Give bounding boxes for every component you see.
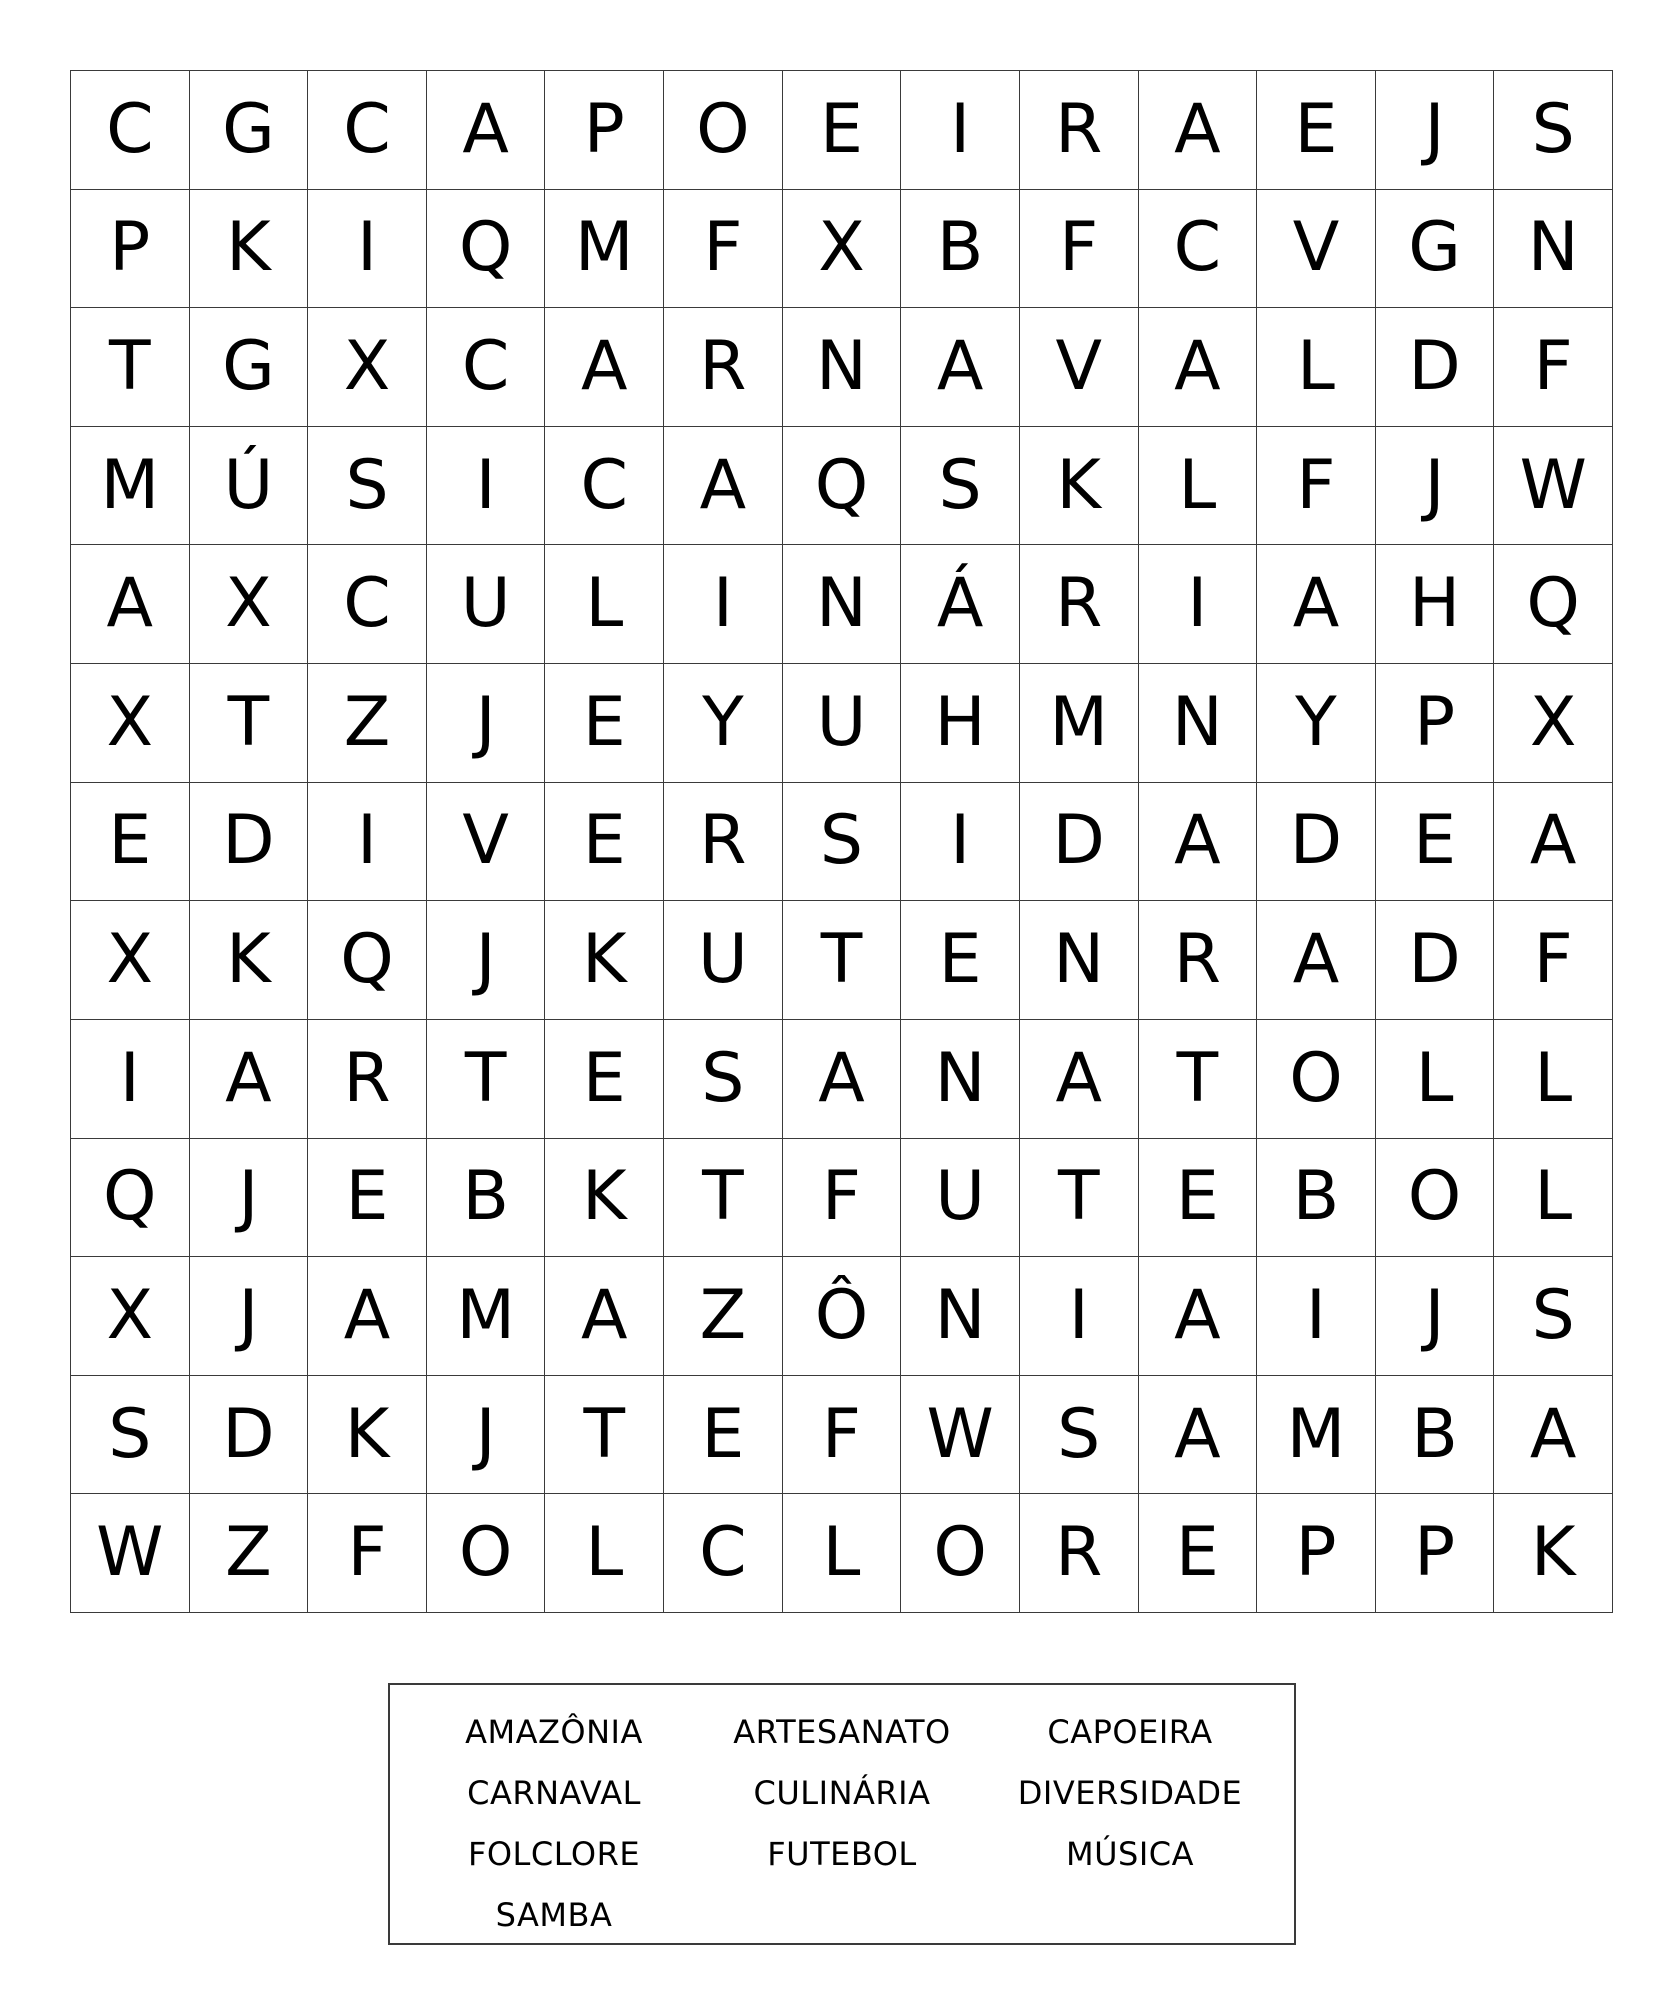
grid-cell[interactable]: C [1139, 190, 1258, 309]
grid-cell[interactable]: W [901, 1376, 1020, 1495]
grid-cell[interactable]: Z [664, 1257, 783, 1376]
grid-cell[interactable]: D [1257, 783, 1376, 902]
grid-cell[interactable]: P [71, 190, 190, 309]
grid-cell[interactable]: Q [427, 190, 546, 309]
grid-cell[interactable]: A [1257, 545, 1376, 664]
grid-cell[interactable]: U [427, 545, 546, 664]
grid-cell[interactable]: A [190, 1020, 309, 1139]
grid-cell[interactable]: I [1020, 1257, 1139, 1376]
grid-cell[interactable]: X [308, 308, 427, 427]
word-bank-item: CAPOEIRA [1047, 1712, 1213, 1751]
grid-cell[interactable]: E [545, 1020, 664, 1139]
grid-cell[interactable]: E [1376, 783, 1495, 902]
grid-cell[interactable]: T [427, 1020, 546, 1139]
grid-cell[interactable]: K [190, 901, 309, 1020]
grid-cell[interactable]: E [545, 783, 664, 902]
grid-cell[interactable]: J [190, 1257, 309, 1376]
grid-cell[interactable]: A [1139, 71, 1258, 190]
grid-cell[interactable]: A [1139, 1376, 1258, 1495]
grid-cell[interactable]: K [545, 901, 664, 1020]
grid-cell[interactable]: E [545, 664, 664, 783]
grid-cell[interactable]: B [427, 1139, 546, 1258]
grid-cell[interactable]: M [545, 190, 664, 309]
grid-cell[interactable]: R [1139, 901, 1258, 1020]
grid-cell[interactable]: J [1376, 71, 1495, 190]
grid-cell[interactable]: T [545, 1376, 664, 1495]
grid-cell[interactable]: N [1020, 901, 1139, 1020]
grid-cell[interactable]: I [308, 783, 427, 902]
grid-cell[interactable]: N [1139, 664, 1258, 783]
grid-cell[interactable]: H [901, 664, 1020, 783]
grid-cell[interactable]: F [783, 1376, 902, 1495]
grid-cell[interactable]: I [71, 1020, 190, 1139]
grid-cell[interactable]: E [1139, 1494, 1258, 1613]
grid-cell[interactable]: F [1494, 901, 1613, 1020]
word-bank-item: SAMBA [495, 1895, 613, 1934]
grid-cell[interactable]: A [783, 1020, 902, 1139]
grid-cell[interactable]: S [308, 427, 427, 546]
grid-cell[interactable]: T [664, 1139, 783, 1258]
grid-cell[interactable]: J [1376, 427, 1495, 546]
grid-cell[interactable]: S [1494, 1257, 1613, 1376]
word-list [410, 1701, 1274, 1945]
grid-cell[interactable]: N [901, 1020, 1020, 1139]
grid-cell[interactable]: F [783, 1139, 902, 1258]
grid-cell[interactable]: D [1376, 308, 1495, 427]
grid-cell[interactable]: I [1257, 1257, 1376, 1376]
grid-cell[interactable]: A [1020, 1020, 1139, 1139]
grid-cell[interactable]: Y [1257, 664, 1376, 783]
grid-cell[interactable]: X [190, 545, 309, 664]
grid-cell[interactable]: I [901, 71, 1020, 190]
grid-cell[interactable]: L [783, 1494, 902, 1613]
grid-cell[interactable]: A [1494, 1376, 1613, 1495]
grid-cell[interactable]: B [1257, 1139, 1376, 1258]
grid-cell[interactable]: S [71, 1376, 190, 1495]
grid-cell[interactable]: V [427, 783, 546, 902]
grid-cell[interactable]: U [664, 901, 783, 1020]
grid-cell[interactable]: Q [308, 901, 427, 1020]
grid-cell[interactable]: P [1376, 664, 1495, 783]
grid-cell[interactable]: Z [190, 1494, 309, 1613]
grid-cell[interactable]: E [1257, 71, 1376, 190]
grid-cell[interactable]: T [1020, 1139, 1139, 1258]
grid-cell[interactable]: Q [1494, 545, 1613, 664]
word-bank-item: AMAZÔNIA [465, 1712, 643, 1751]
grid-cell[interactable]: E [783, 71, 902, 190]
grid-cell[interactable]: X [71, 1257, 190, 1376]
grid-cell[interactable]: O [664, 71, 783, 190]
grid-cell[interactable]: Ô [783, 1257, 902, 1376]
grid-cell[interactable]: A [1257, 901, 1376, 1020]
grid-cell[interactable]: W [71, 1494, 190, 1613]
grid-cell[interactable]: X [1494, 664, 1613, 783]
grid-cell[interactable]: K [308, 1376, 427, 1495]
grid-cell[interactable]: L [545, 1494, 664, 1613]
grid-cell[interactable]: R [1020, 1494, 1139, 1613]
grid-cell[interactable]: X [783, 190, 902, 309]
grid-cell[interactable]: N [783, 545, 902, 664]
grid-cell[interactable]: I [1139, 545, 1258, 664]
grid-cell[interactable]: G [190, 308, 309, 427]
grid-cell[interactable]: Y [664, 664, 783, 783]
grid-cell[interactable]: D [1020, 783, 1139, 902]
word-bank-item: MÚSICA [1065, 1834, 1194, 1873]
grid-cell[interactable]: I [427, 427, 546, 546]
grid-cell[interactable]: A [308, 1257, 427, 1376]
grid-cell[interactable]: E [664, 1376, 783, 1495]
word-bank-item: CARNAVAL [467, 1773, 641, 1812]
grid-cell[interactable]: C [71, 71, 190, 190]
grid-cell[interactable]: L [1494, 1020, 1613, 1139]
grid-cell[interactable]: I [664, 545, 783, 664]
grid-cell[interactable]: N [901, 1257, 1020, 1376]
grid-cell[interactable]: Á [901, 545, 1020, 664]
grid-cell[interactable]: T [190, 664, 309, 783]
grid-cell[interactable]: J [427, 901, 546, 1020]
grid-cell[interactable]: S [1494, 71, 1613, 190]
word-bank [388, 1683, 1296, 1945]
grid-cell[interactable]: F [664, 190, 783, 309]
grid-cell[interactable]: X [71, 901, 190, 1020]
grid-cell[interactable]: D [190, 783, 309, 902]
grid-cell[interactable]: A [1139, 308, 1258, 427]
grid-cell[interactable]: M [1257, 1376, 1376, 1495]
grid-cell[interactable]: S [1020, 1376, 1139, 1495]
word-bank-item: FUTEBOL [767, 1834, 917, 1873]
grid-cell[interactable]: A [545, 308, 664, 427]
grid-cell[interactable]: T [783, 901, 902, 1020]
grid-cell[interactable]: E [901, 901, 1020, 1020]
grid-cell[interactable]: A [664, 427, 783, 546]
grid-cell[interactable]: D [190, 1376, 309, 1495]
grid-cell[interactable]: E [71, 783, 190, 902]
grid-cell[interactable]: A [71, 545, 190, 664]
grid-cell[interactable]: R [1020, 545, 1139, 664]
grid-cell[interactable]: Z [308, 664, 427, 783]
grid-cell[interactable]: G [1376, 190, 1495, 309]
grid-cell[interactable]: U [783, 664, 902, 783]
grid-cell[interactable]: K [545, 1139, 664, 1258]
grid-cell[interactable]: W [1494, 427, 1613, 546]
letter-grid [70, 70, 1613, 1613]
grid-cell[interactable]: O [1257, 1020, 1376, 1139]
grid-cell[interactable]: Ú [190, 427, 309, 546]
grid-cell[interactable]: E [308, 1139, 427, 1258]
grid-cell[interactable]: Q [783, 427, 902, 546]
grid-cell[interactable]: G [190, 71, 309, 190]
grid-cell[interactable]: B [1376, 1376, 1495, 1495]
grid-cell[interactable]: U [901, 1139, 1020, 1258]
grid-cell[interactable]: R [664, 308, 783, 427]
grid-cell[interactable]: L [1139, 427, 1258, 546]
grid-cell[interactable]: B [901, 190, 1020, 309]
grid-cell[interactable]: R [308, 1020, 427, 1139]
grid-cell[interactable]: K [1494, 1494, 1613, 1613]
grid-cell[interactable]: K [190, 190, 309, 309]
grid-cell[interactable]: C [308, 71, 427, 190]
grid-cell[interactable]: C [545, 427, 664, 546]
grid-cell[interactable]: T [71, 308, 190, 427]
grid-cell[interactable]: P [1376, 1494, 1495, 1613]
grid-cell[interactable]: M [71, 427, 190, 546]
grid-cell[interactable]: J [427, 1376, 546, 1495]
word-bank-item: DIVERSIDADE [1017, 1773, 1243, 1812]
grid-cell[interactable]: O [1376, 1139, 1495, 1258]
grid-cell[interactable]: I [901, 783, 1020, 902]
grid-cell[interactable]: D [1376, 901, 1495, 1020]
grid-cell[interactable]: R [1020, 71, 1139, 190]
grid-cell[interactable]: L [1376, 1020, 1495, 1139]
grid-cell[interactable]: H [1376, 545, 1495, 664]
grid-cell[interactable]: J [427, 664, 546, 783]
grid-cell[interactable]: A [1139, 783, 1258, 902]
grid-cell[interactable]: N [783, 308, 902, 427]
grid-cell[interactable]: C [308, 545, 427, 664]
grid-cell[interactable]: I [308, 190, 427, 309]
grid-cell[interactable]: M [1020, 664, 1139, 783]
grid-cell[interactable]: A [901, 308, 1020, 427]
grid-cell[interactable]: P [1257, 1494, 1376, 1613]
grid-cell[interactable]: F [1494, 308, 1613, 427]
grid-cell[interactable]: J [1376, 1257, 1495, 1376]
grid-cell[interactable]: R [664, 783, 783, 902]
word-bank-item: ARTESANATO [733, 1712, 951, 1751]
grid-cell[interactable]: C [427, 308, 546, 427]
grid-cell[interactable]: V [1020, 308, 1139, 427]
grid-cell[interactable]: F [308, 1494, 427, 1613]
grid-cell[interactable]: A [1494, 783, 1613, 902]
word-bank-item: CULINÁRIA [753, 1773, 931, 1812]
grid-cell[interactable]: V [1257, 190, 1376, 309]
grid-cell[interactable]: T [1139, 1020, 1258, 1139]
grid-cell[interactable]: C [664, 1494, 783, 1613]
grid-cell[interactable]: L [1257, 308, 1376, 427]
grid-cell[interactable]: P [545, 71, 664, 190]
grid-cell[interactable]: K [1020, 427, 1139, 546]
grid-cell[interactable]: M [427, 1257, 546, 1376]
grid-cell[interactable]: O [427, 1494, 546, 1613]
grid-cell[interactable]: A [1139, 1257, 1258, 1376]
grid-cell[interactable]: L [1494, 1139, 1613, 1258]
grid-cell[interactable]: A [427, 71, 546, 190]
grid-cell[interactable]: S [901, 427, 1020, 546]
grid-cell[interactable]: F [1257, 427, 1376, 546]
grid-cell[interactable]: J [190, 1139, 309, 1258]
grid-cell[interactable]: N [1494, 190, 1613, 309]
word-bank-item: FOLCLORE [467, 1834, 641, 1873]
grid-cell[interactable]: A [545, 1257, 664, 1376]
grid-cell[interactable]: O [901, 1494, 1020, 1613]
grid-cell[interactable]: S [783, 783, 902, 902]
grid-cell[interactable]: F [1020, 190, 1139, 309]
grid-cell[interactable]: S [664, 1020, 783, 1139]
grid-cell[interactable]: L [545, 545, 664, 664]
grid-cell[interactable]: X [71, 664, 190, 783]
grid-cell[interactable]: E [1139, 1139, 1258, 1258]
grid-cell[interactable]: Q [71, 1139, 190, 1258]
